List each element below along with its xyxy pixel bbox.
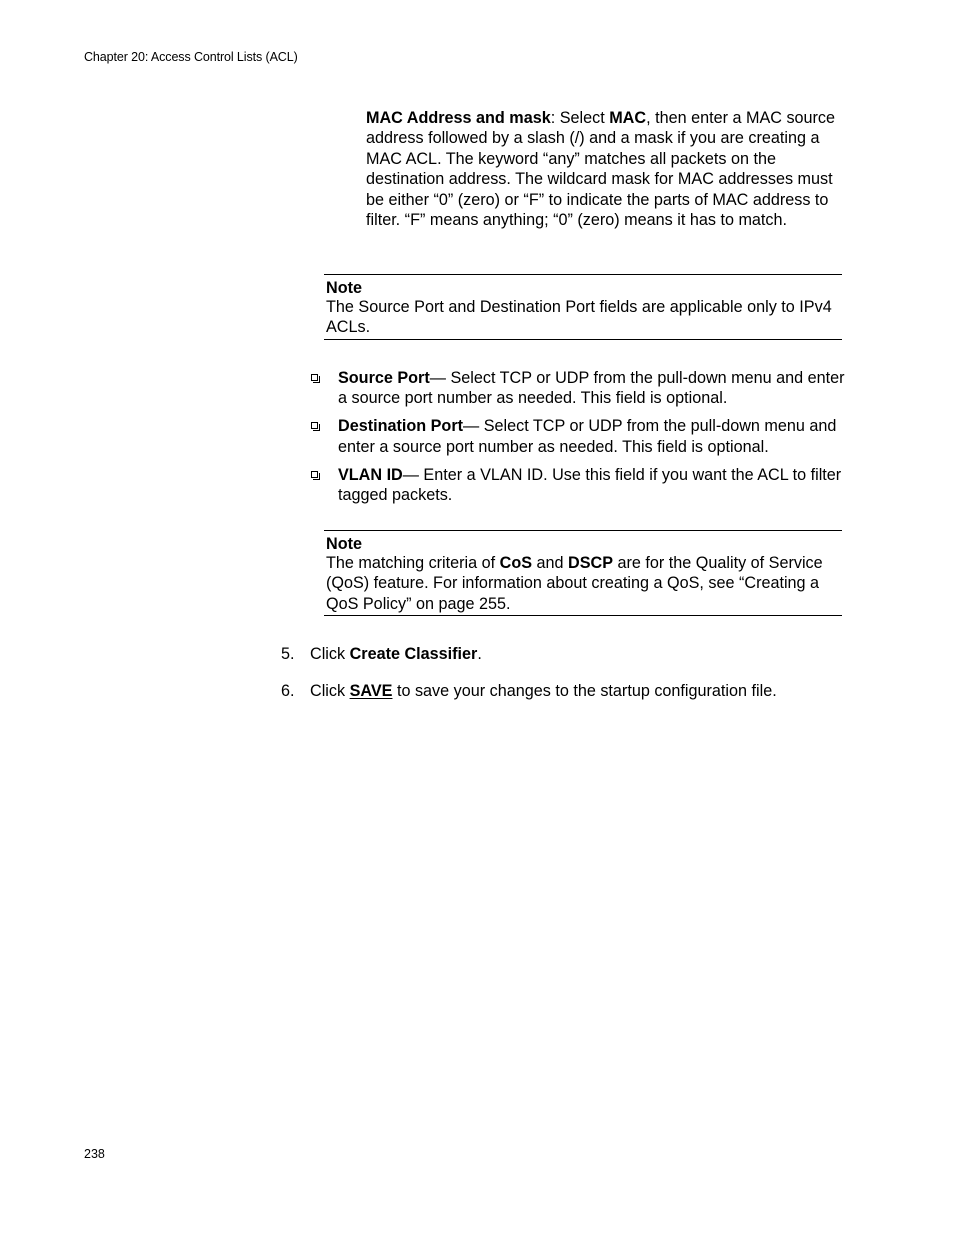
note-text-3: are for the Quality of Service (QoS) feature. For information about creating a QoS, see “Creating a QoS Policy” on page 255. bbox=[326, 554, 823, 613]
checkbox-bullet-icon bbox=[311, 471, 318, 478]
note-text bbox=[326, 553, 840, 614]
bullet-text: — Select TCP or UDP from the pull-down menu and enter a source port number as needed. This field is optional. bbox=[338, 369, 845, 408]
step-save bbox=[281, 681, 841, 701]
bullet-text: — Select TCP or UDP from the pull-down menu and enter a source port number as needed. This field is optional. bbox=[338, 417, 837, 456]
note-text: The Source Port and Destination Port fields are applicable only to IPv4 ACLs. bbox=[326, 298, 832, 337]
mac-address-description bbox=[366, 108, 844, 230]
bullet-destination-port bbox=[310, 416, 850, 457]
running-header: Chapter 20: Access Control Lists (ACL) bbox=[84, 50, 298, 64]
dscp-term: DSCP bbox=[568, 554, 614, 572]
page-number: 238 bbox=[84, 1147, 105, 1161]
step-text-end: to save your changes to the startup configuration file. bbox=[392, 682, 777, 700]
bullet-vlan-id bbox=[310, 465, 850, 506]
checkbox-bullet-icon bbox=[311, 422, 318, 429]
step-text: Click bbox=[310, 682, 350, 700]
step-number: 5. bbox=[281, 645, 295, 663]
mac-address-label: MAC Address and mask bbox=[366, 109, 551, 127]
field-bullet-list bbox=[310, 368, 850, 513]
note-text-1: The matching criteria of bbox=[326, 554, 500, 572]
bullet-label: VLAN ID bbox=[338, 465, 403, 484]
step-number: 6. bbox=[281, 682, 295, 700]
step-text: Click bbox=[310, 645, 350, 663]
step-create-classifier bbox=[281, 644, 841, 664]
bullet-text: — Enter a VLAN ID. Use this field if you want the ACL to filter tagged packets. bbox=[338, 465, 842, 505]
note-text-2: and bbox=[532, 554, 569, 572]
note-title: Note bbox=[326, 279, 362, 297]
cos-term: CoS bbox=[499, 554, 533, 572]
mac-text-2: , then enter a MAC source address followed by a slash (/) and a mask if you are creating a MAC ACL. The keyword “any” matches all packets on the destination address. The wildcard mask for MAC addresses must be either “0” (zero) or “F” to indicate the parts of MAC address to filter. “F” means anything; “0” (zero) means it has to match. bbox=[366, 109, 836, 230]
mac-keyword: MAC bbox=[609, 109, 647, 127]
step-text-end: . bbox=[477, 645, 482, 663]
save-term: SAVE bbox=[349, 682, 393, 700]
note-box-qos bbox=[324, 530, 842, 616]
note-title: Note bbox=[326, 535, 362, 553]
bullet-source-port bbox=[310, 368, 850, 409]
bullet-label: Source Port bbox=[338, 369, 430, 387]
note-box-ports bbox=[324, 274, 842, 340]
mac-text-1: : Select bbox=[550, 109, 610, 127]
create-classifier-term: Create Classifier bbox=[349, 645, 478, 663]
checkbox-bullet-icon bbox=[311, 374, 318, 381]
bullet-label: Destination Port bbox=[338, 417, 464, 436]
